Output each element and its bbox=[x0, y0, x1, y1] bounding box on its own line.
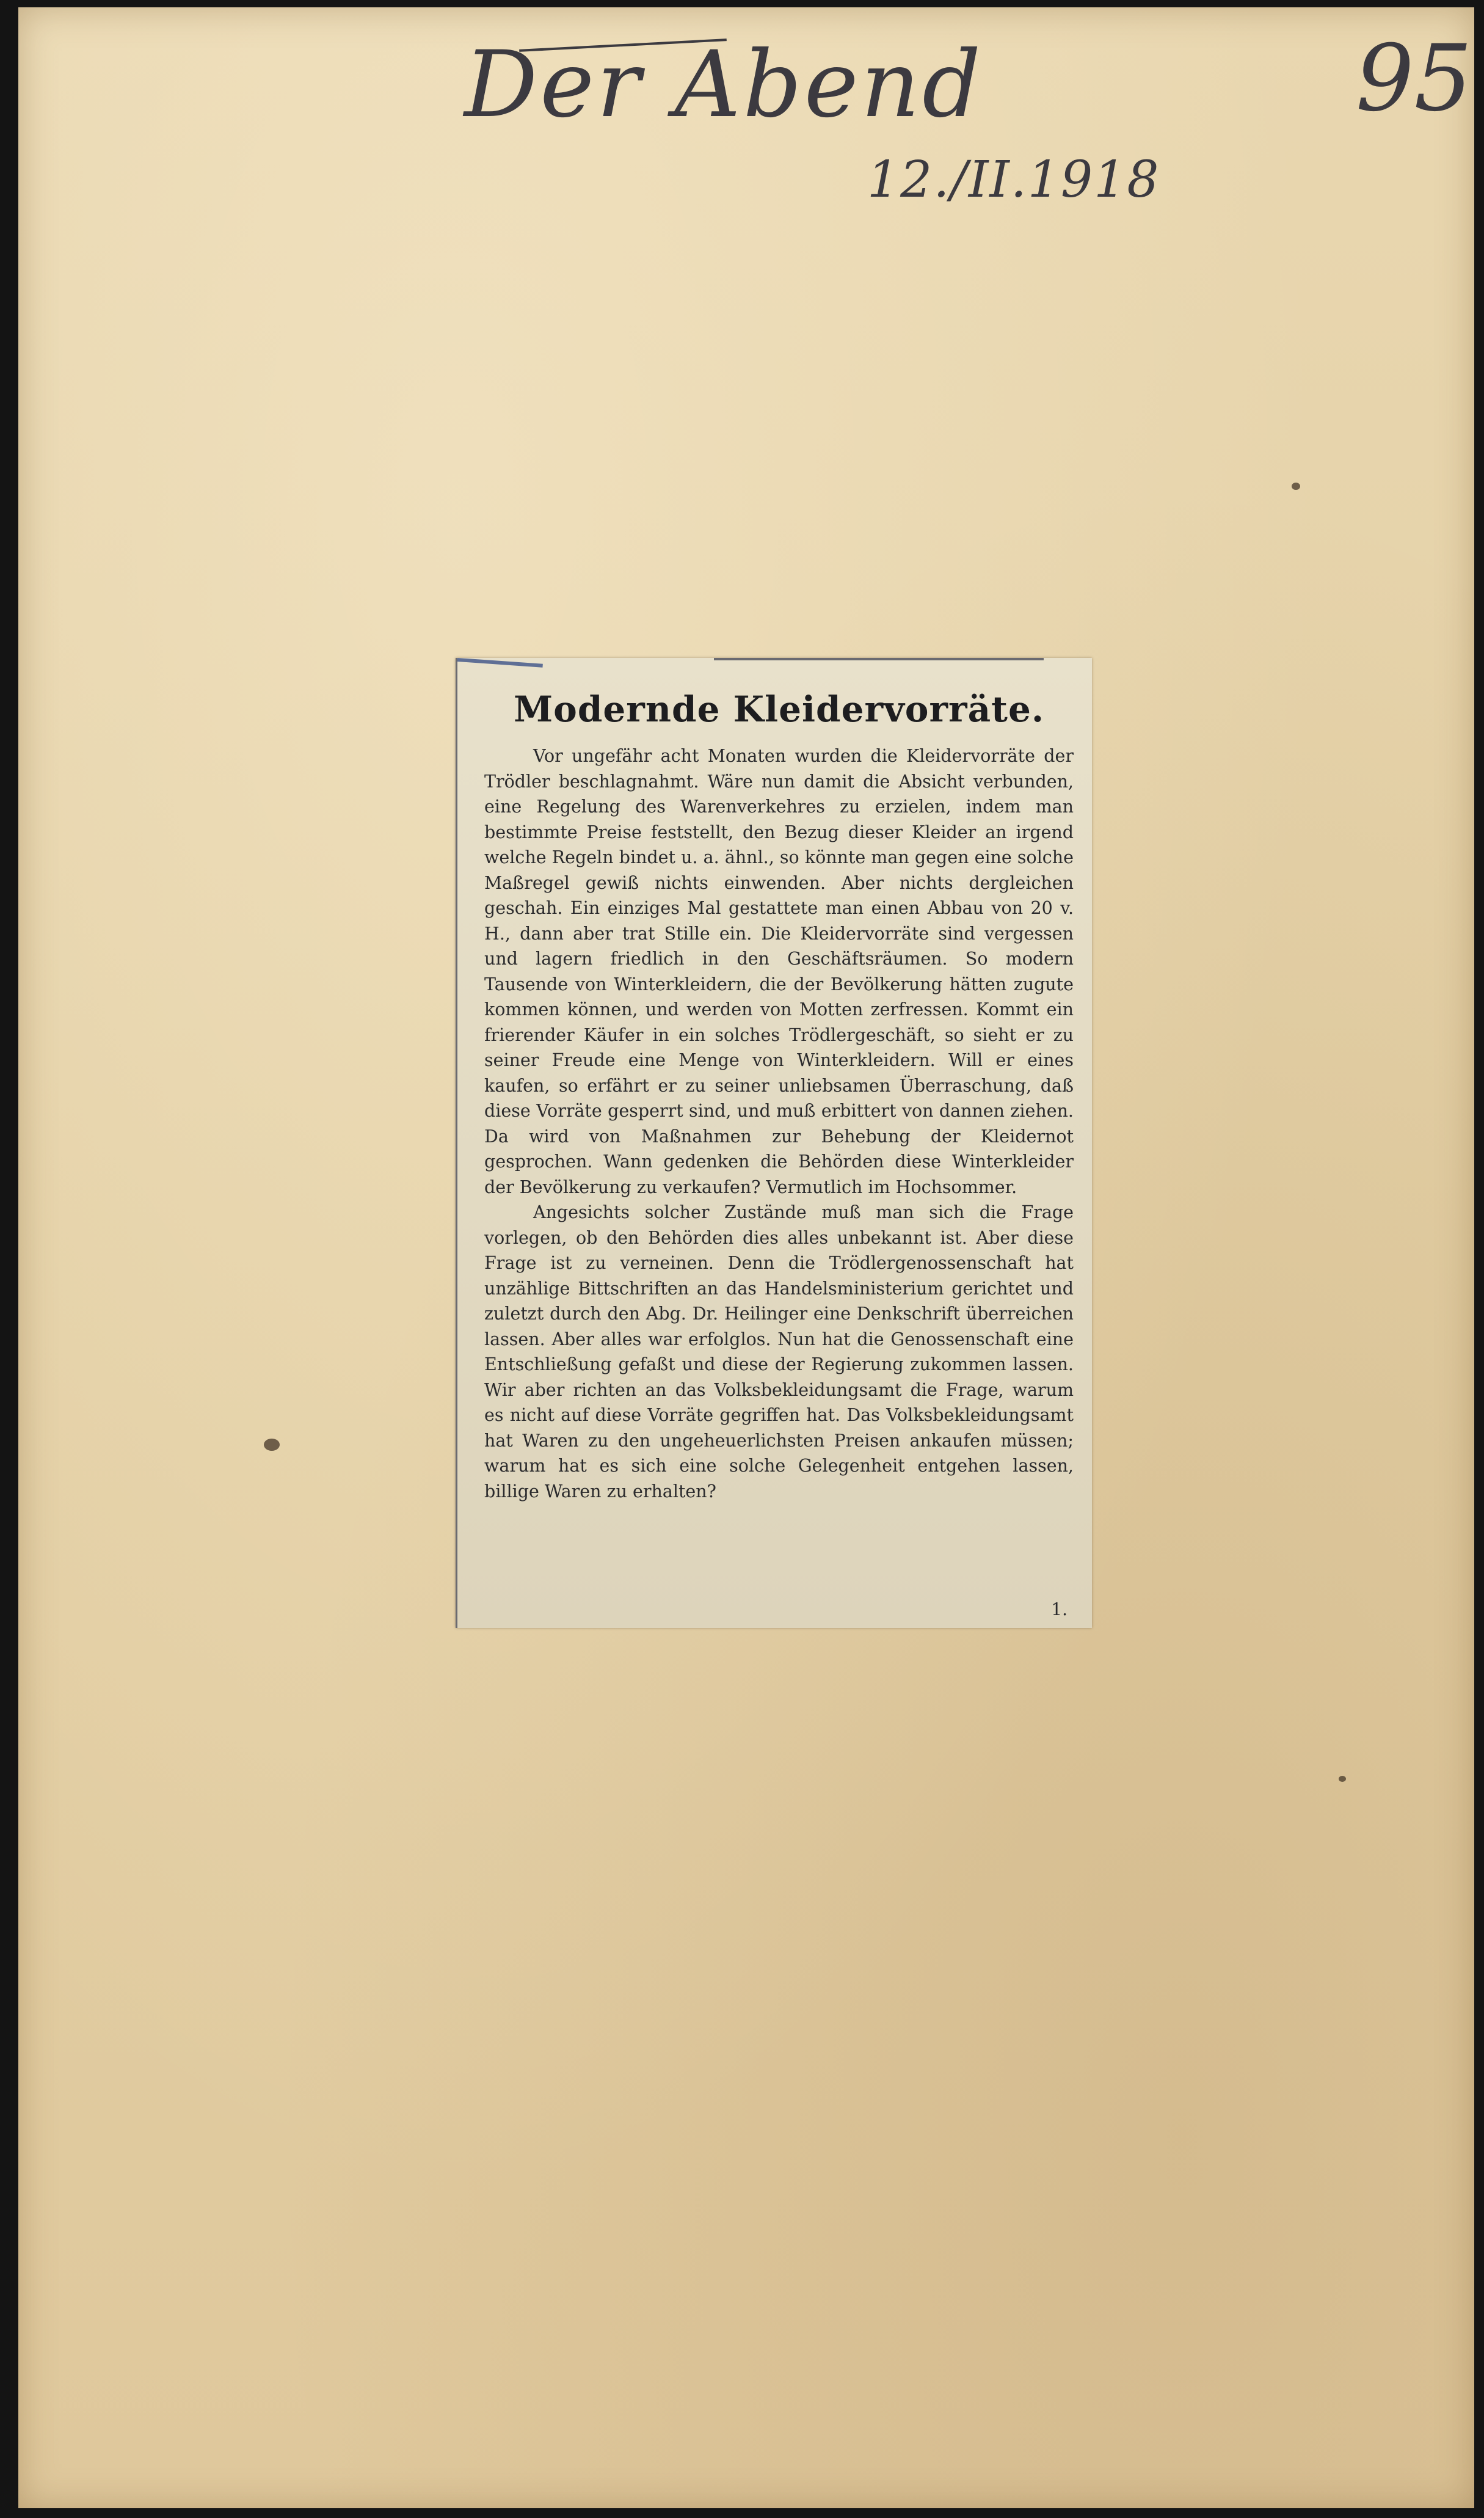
handwritten-number: 95 bbox=[1356, 26, 1472, 132]
ink-spot bbox=[264, 1439, 280, 1451]
article-paragraph: Angesichts solcher Zustände muß man sich die Frage vorlegen, ob den Behörden dies alles unbekannt ist. Aber diese Frage ist zu verneinen. Denn die Trödlergenossenschaft hat unzählige Bittschriften an das Handelsministerium gerichtet und zuletzt durch den Abg. Dr. Heilinger eine Denkschrift überreichen lassen. Aber alles war erfolglos. Nun hat die Genossenschaft eine Entschließung gefaßt und diese der Regierung zukommen lassen. Wir aber richten an das Volksbekleidungsamt die Frage, warum es nicht auf diese Vorräte gegriffen hat. Das Volksbekleidungsamt hat Waren zu den ungeheuerlichsten Preisen ankaufen müssen; warum hat es sich eine solche Gelegenheit entgehen lassen, billige Waren zu erhalten? bbox=[484, 1202, 1074, 1502]
article-paragraph: Vor ungefähr acht Monaten wurden die Kleidervorräte der Trödler beschlagnahmt. Wäre nun damit die Absicht verbunden, eine Regelung des Warenverkehres zu erzielen, indem man bestimmte Preise feststellt, den Bezug dieser Kleider an irgend welche Regeln bindet u. a. ähnl., so könnte man gegen eine solche Maßregel gewiß nichts einwenden. Aber nichts dergleichen geschah. Ein einziges Mal gestattete man einen Abbau von 20 v. H., dann aber trat Stille ein. Die Kleidervorräte sind vergessen und lagern friedlich in den Geschäftsräumen. So modern Tausende von Winterkleidern, die der Bevölkerung hätten zugute kommen können, und werden von Motten zerfressen. Kommt ein frierender Käufer in ein solches Trödlergeschäft, so sieht er zu seiner Freude eine Menge von Winterkleidern. Will er eines kaufen, so erfährt er zu seiner unliebsamen Überraschung, daß diese Vorräte gesperrt sind, und muß erbittert von dannen ziehen. Da wird von Maßnahmen zur Behebung der Kleidernot gesprochen. Wann gedenken die Behörden diese Winterkleider der Bevölkerung zu verkaufen? Vermutlich im Hochsommer. bbox=[484, 746, 1074, 1197]
handwritten-title: Der Abend bbox=[464, 32, 984, 138]
article-signature: 1. bbox=[1051, 1599, 1068, 1619]
ink-spot bbox=[1292, 483, 1300, 490]
newspaper-clipping bbox=[456, 658, 1092, 1628]
ink-spot bbox=[1339, 1776, 1346, 1782]
clipping-edge-mark bbox=[457, 658, 543, 668]
paper-sheet bbox=[18, 7, 1474, 2508]
article-body bbox=[484, 743, 1074, 1504]
clipping-edge-mark bbox=[714, 658, 1044, 660]
article-headline: Modernde Kleidervorräte. bbox=[513, 688, 1045, 730]
handwritten-date: 12./II.1918 bbox=[867, 151, 1160, 209]
